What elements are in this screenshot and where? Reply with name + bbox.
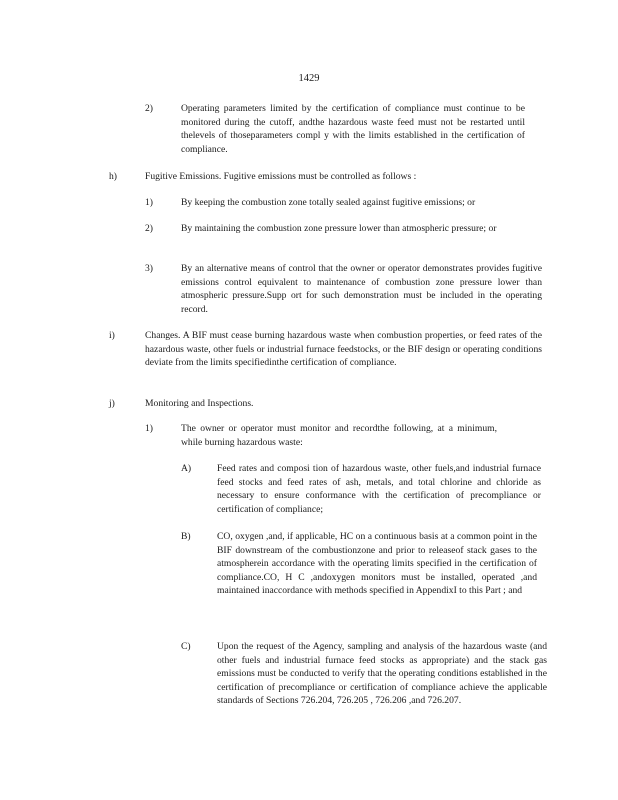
list-item-label: 2) [145,103,153,114]
sub-item-text: Upon the request of the Agency, sampling and analysis of the hazardous waste (and other fuels and industrial furnace feed stocks as appropriate) and the stack gas emissions must be conducted to verify that the operating conditions established in the certification of precompliance or certification of compliance achieve the applicable standards of Sections 726.204, 726.205 , 726.206 ,and 726.207. [217,641,547,707]
list-item-text: The owner or operator must monitor and recordthe following, at a minimum, while burning hazardous waste: [181,423,497,448]
section-label: j) [109,398,115,409]
list-item-text: By an alternative means of control that the owner or operator demonstrates provides fugitive emissions control equivalent to maintenance of combustion zone pressure lower than atmospheric pressure.Supp ort for such demonstration must be included in the operating record. [181,263,542,315]
list-item-label: 3) [145,263,153,274]
section-label: h) [109,171,117,182]
list-item-label: 2) [145,223,153,234]
sub-item-text: CO, oxygen ,and, if applicable, HC on a continuous basis at a common point in the BIF downstream of the combustionzone and prior to releaseof stack gases to the atmospherein accordance with the operating limits specified in the certification of compliance.CO, H C ,andoxygen monitors must be installed, operated ,and maintained inaccordance with methods specified in AppendixI to this Part ; and [217,531,537,597]
list-item-text: By maintaining the combustion zone pressure lower than atmospheric pressure; or [181,223,497,234]
section-heading-text: Fugitive Emissions. Fugitive emissions must be controlled as follows : [145,171,417,182]
sub-item-text: Feed rates and composi tion of hazardous waste, other fuels,and industrial furnace feed stocks and feed rates of ash, metals, and total chlorine and chloride as necessary to ensure conformance with the certification of precompliance or certification of compliance; [217,463,541,515]
list-item-label: 1) [145,197,153,208]
list-item-label: 1) [145,423,153,434]
sub-item-label: C) [181,641,191,652]
page-number: 1429 [298,73,320,84]
section-label: i) [109,330,115,341]
sub-item-label: A) [181,463,192,474]
list-item-text: Operating parameters limited by the certification of compliance must continue to be monitored during the cutoff, andthe hazardous waste feed must not be restarted until thelevels of thoseparameters compl y with the limits established in the certification of compliance. [181,103,525,155]
list-item-text: By keeping the combustion zone totally sealed against fugitive emissions; or [181,197,476,208]
sub-item-label: B) [181,531,191,542]
section-heading-text: Monitoring and Inspections. [145,398,254,409]
section-text: Changes. A BIF must cease burning hazardous waste when combustion properties, or feed rates of the hazardous waste, other fuels or industrial furnace feedstocks, or the BIF design or operating conditions deviate from the limits specifiedinthe certification of compliance. [145,330,542,369]
